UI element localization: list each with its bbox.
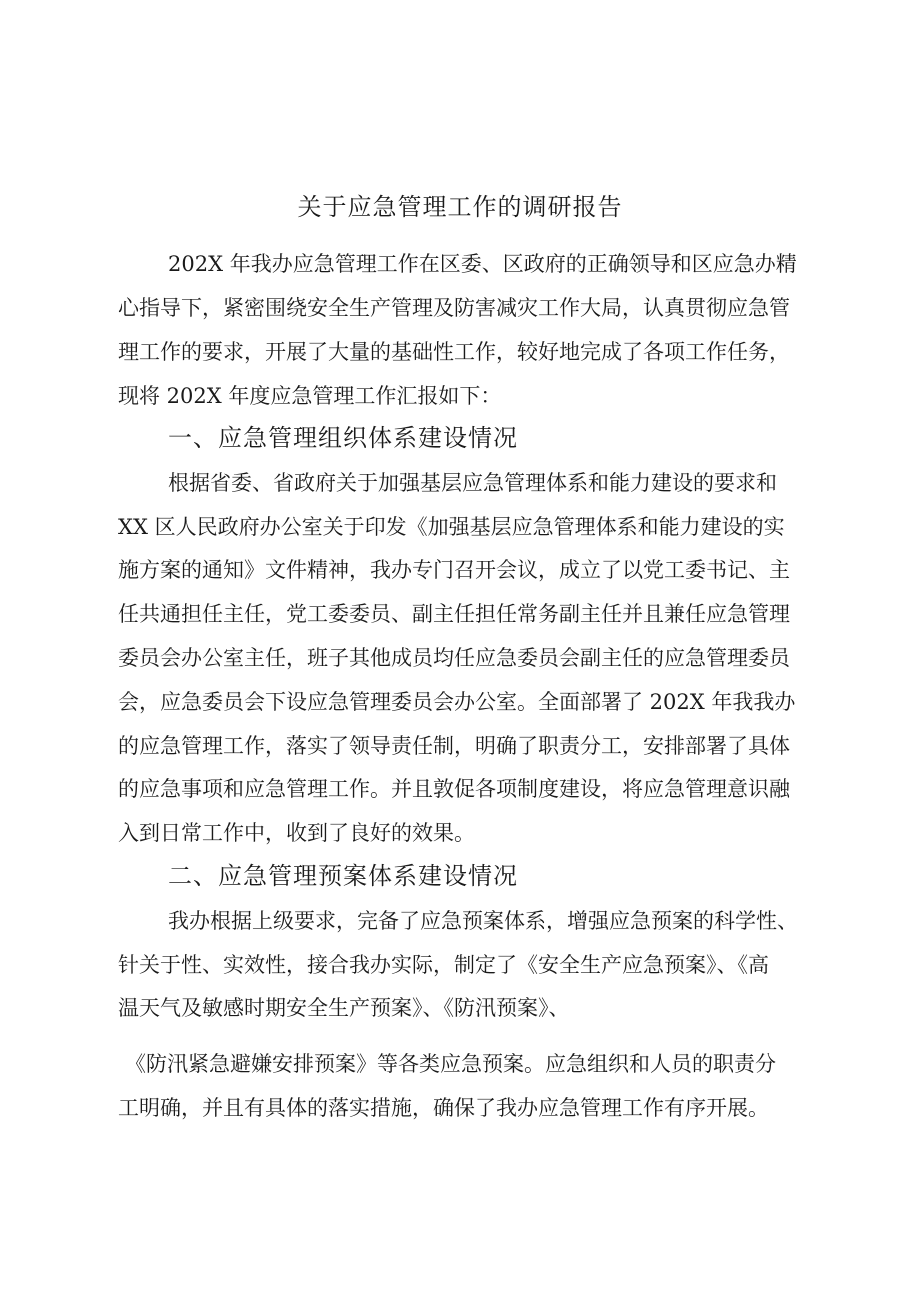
paragraph-line: 委员会办公室主任，班子其他成员均任应急委员会副主任的应急管理委员 — [118, 646, 790, 670]
intro-line: 现将 202X 年度应急管理工作汇报如下： — [118, 384, 502, 408]
paragraph-line: 针关于性、实效性，接合我办实际，制定了《安全生产应急预案》、《高 — [118, 953, 769, 977]
paragraph-line: 的应急管理工作，落实了领导责任制，明确了职责分工，安排部署了具体 — [118, 734, 790, 758]
intro-line: 心指导下，紧密围绕安全生产管理及防害减灾工作大局，认真贯彻应急管 — [118, 296, 790, 320]
section-heading: 二、应急管理预案体系建设情况 — [168, 862, 518, 890]
paragraph-line: 我办根据上级要求，完备了应急预案体系，增强应急预案的科学性、 — [168, 909, 798, 933]
paragraph-line: XX 区人民政府办公室关于印发《加强基层应急管理体系和能力建设的实 — [118, 515, 785, 539]
paragraph-line: 入到日常工作中，收到了良好的效果。 — [118, 821, 475, 845]
paragraph-line: 工明确，并且有具体的落实措施，确保了我办应急管理工作有序开展。 — [118, 1096, 769, 1120]
document-title: 关于应急管理工作的调研报告 — [297, 193, 623, 221]
paragraph-line: 会，应急委员会下设应急管理委员会办公室。全面部署了 202X 年我我办 — [118, 690, 796, 714]
paragraph-line: 根据省委、省政府关于加强基层应急管理体系和能力建设的要求和 — [168, 471, 777, 495]
intro-line: 理工作的要求，开展了大量的基础性工作，较好地完成了各项工作任务， — [118, 340, 790, 364]
paragraph-line: 施方案的通知》文件精神，我办专门召开会议，成立了以党工委书记、主 — [118, 558, 790, 582]
paragraph-line: 的应急事项和应急管理工作。并且敦促各项制度建设，将应急管理意识融 — [118, 777, 790, 801]
paragraph-line: 《防汛紧急避嫌安排预案》等各类应急预案。应急组织和人员的职责分 — [125, 1052, 776, 1076]
intro-line: 202X 年我办应急管理工作在区委、区政府的正确领导和区应急办精 — [168, 252, 797, 276]
section-heading: 一、应急管理组织体系建设情况 — [168, 424, 518, 452]
paragraph-line: 温天气及敏感时期安全生产预案》、《防汛预案》、 — [118, 996, 570, 1020]
paragraph-line: 任共通担任主任，党工委委员、副主任担任常务副主任并且兼任应急管理 — [118, 602, 790, 626]
